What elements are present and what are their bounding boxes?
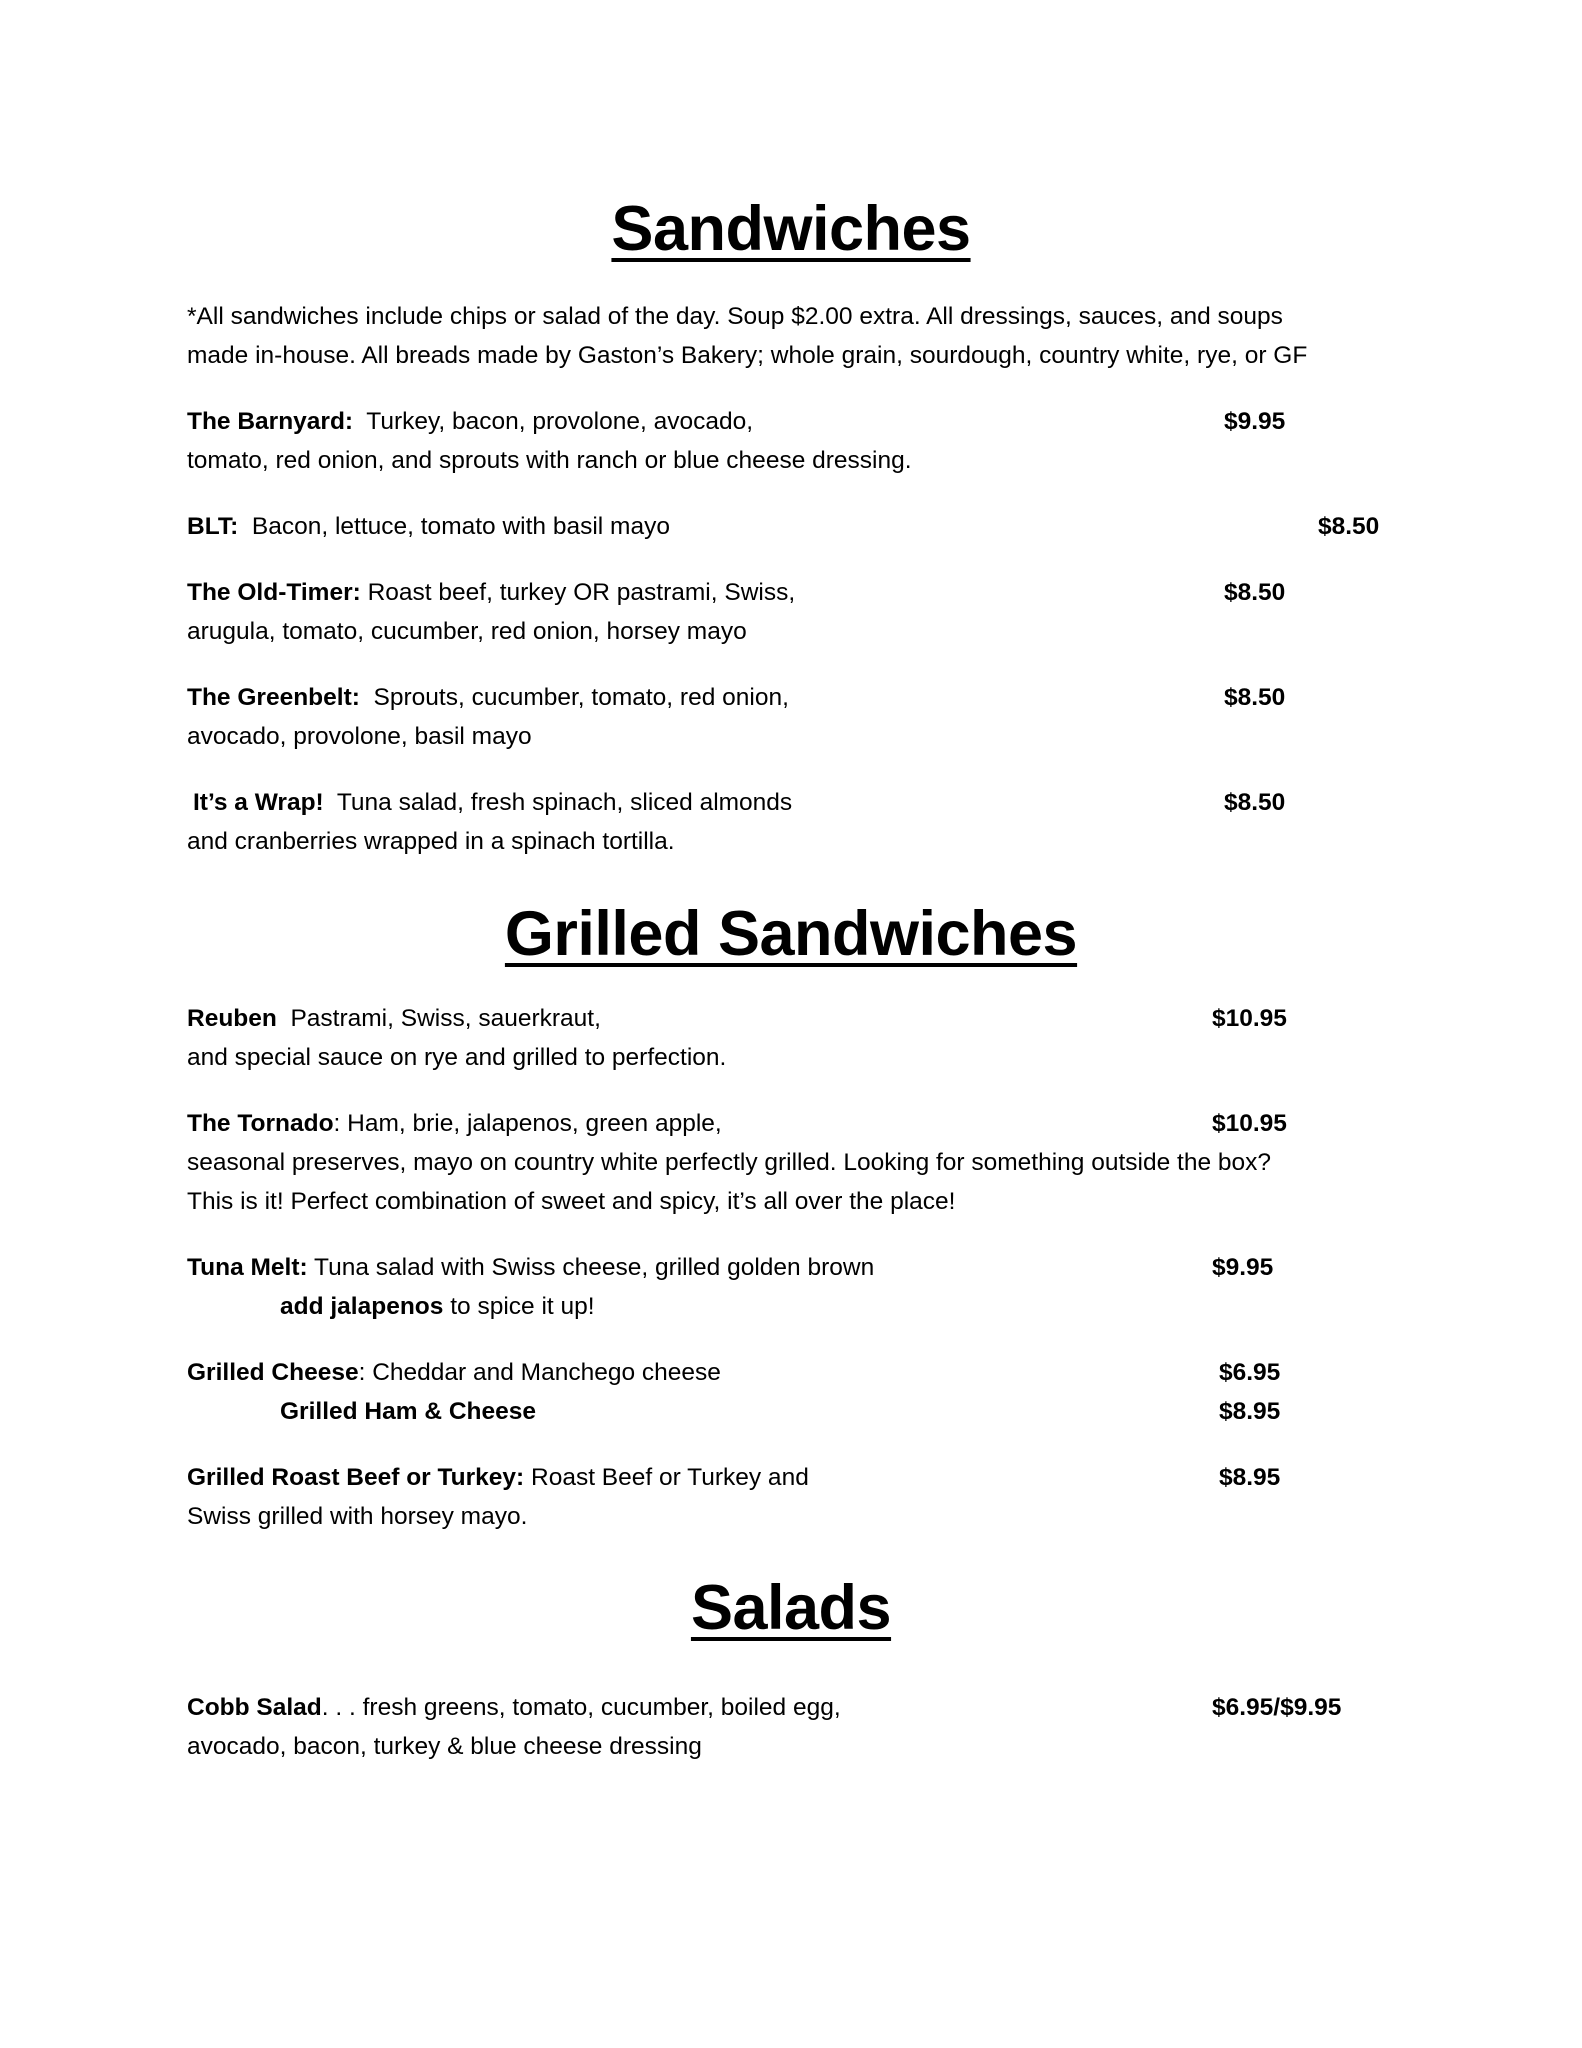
item-description-cont: tomato, red onion, and sprouts with ranch or blue cheese dressing. (187, 447, 912, 474)
item-description-cont: avocado, bacon, turkey & blue cheese dressing (187, 1733, 702, 1760)
item-price-wrap: $8.50 (1224, 789, 1286, 816)
item-description: Roast beef, turkey OR pastrami, Swiss, (367, 579, 796, 606)
item-description: Roast Beef or Turkey and (531, 1464, 809, 1491)
addon-description: to spice it up! (450, 1293, 595, 1320)
item-name: The Tornado (187, 1110, 334, 1137)
item-description: : Ham, brie, jalapenos, green apple, (333, 1110, 722, 1137)
item-addon (280, 1295, 595, 1320)
menu-item-cobb-salad (187, 1696, 841, 1721)
sandwiches-note-line-2: made in-house. All breads made by Gaston’s Bakery; whole grain, sourdough, country white, rye, or GF (187, 342, 1308, 369)
item-description-cont: and special sauce on rye and grilled to perfection. (187, 1044, 727, 1071)
menu-item-reuben (187, 1007, 601, 1032)
item-price-grilled-ham-cheese: $8.95 (1219, 1398, 1281, 1425)
item-price-old-timer: $8.50 (1224, 579, 1286, 606)
item-name: The Barnyard: (187, 408, 354, 435)
item-description: Tuna salad with Swiss cheese, grilled golden brown (314, 1254, 875, 1281)
item-description: : Cheddar and Manchego cheese (358, 1359, 721, 1386)
addon-name: add jalapenos (280, 1293, 444, 1320)
item-name: Grilled Cheese (187, 1359, 359, 1386)
menu-item-tuna-melt (187, 1256, 874, 1281)
item-description: Bacon, lettuce, tomato with basil mayo (251, 513, 670, 540)
item-name: Cobb Salad (187, 1694, 322, 1721)
item-description-cont: arugula, tomato, cucumber, red onion, horsey mayo (187, 618, 747, 645)
item-name: The Greenbelt: (187, 684, 360, 711)
section-title-sandwiches: Sandwiches (611, 194, 971, 264)
section-title-grilled-sandwiches: Grilled Sandwiches (504, 899, 1078, 969)
item-price-tornado: $10.95 (1212, 1110, 1287, 1137)
item-price-blt: $8.50 (1318, 513, 1380, 540)
menu-item-greenbelt (187, 686, 789, 711)
item-price-grilled-cheese: $6.95 (1219, 1359, 1281, 1386)
item-name: Grilled Roast Beef or Turkey: (187, 1464, 525, 1491)
item-name: Reuben (187, 1005, 277, 1032)
menu-item-grilled-roast-beef (187, 1466, 809, 1491)
menu-item-tornado (187, 1112, 722, 1137)
item-price-reuben: $10.95 (1212, 1005, 1287, 1032)
item-description: Sprouts, cucumber, tomato, red onion, (373, 684, 789, 711)
menu-item-old-timer (187, 581, 795, 606)
item-description: Pastrami, Swiss, sauerkraut, (290, 1005, 601, 1032)
menu-item-grilled-cheese (187, 1361, 721, 1386)
menu-item-wrap (193, 791, 792, 816)
menu-item-blt (187, 515, 670, 540)
item-name: The Old-Timer: (187, 579, 361, 606)
item-description-cont: and cranberries wrapped in a spinach tortilla. (187, 828, 675, 855)
item-price-cobb-salad: $6.95/$9.95 (1212, 1694, 1342, 1721)
item-variant-grilled-ham-cheese: Grilled Ham & Cheese (280, 1398, 536, 1425)
item-description: . . . fresh greens, tomato, cucumber, boiled egg, (321, 1694, 841, 1721)
item-price-barnyard: $9.95 (1224, 408, 1286, 435)
item-description: Tuna salad, fresh spinach, sliced almonds (336, 789, 793, 816)
item-description: Turkey, bacon, provolone, avocado, (366, 408, 754, 435)
item-description-cont: avocado, provolone, basil mayo (187, 723, 532, 750)
item-price-grilled-roast-beef: $8.95 (1219, 1464, 1281, 1491)
item-name: It’s a Wrap! (193, 789, 324, 816)
item-description-cont: seasonal preserves, mayo on country white perfectly grilled. Looking for something outside the box? (187, 1149, 1272, 1176)
item-description-cont: Swiss grilled with horsey mayo. (187, 1503, 528, 1530)
item-description-cont: This is it! Perfect combination of sweet and spicy, it’s all over the place! (187, 1188, 956, 1215)
item-name: BLT: (187, 513, 239, 540)
item-price-tuna-melt: $9.95 (1212, 1254, 1274, 1281)
sandwiches-note-line-1: *All sandwiches include chips or salad of the day. Soup $2.00 extra. All dressings, sauces, and soups (187, 303, 1283, 330)
item-price-greenbelt: $8.50 (1224, 684, 1286, 711)
menu-item-barnyard (187, 410, 753, 435)
item-name: Tuna Melt: (187, 1254, 308, 1281)
section-title-salads: Salads (690, 1573, 892, 1643)
